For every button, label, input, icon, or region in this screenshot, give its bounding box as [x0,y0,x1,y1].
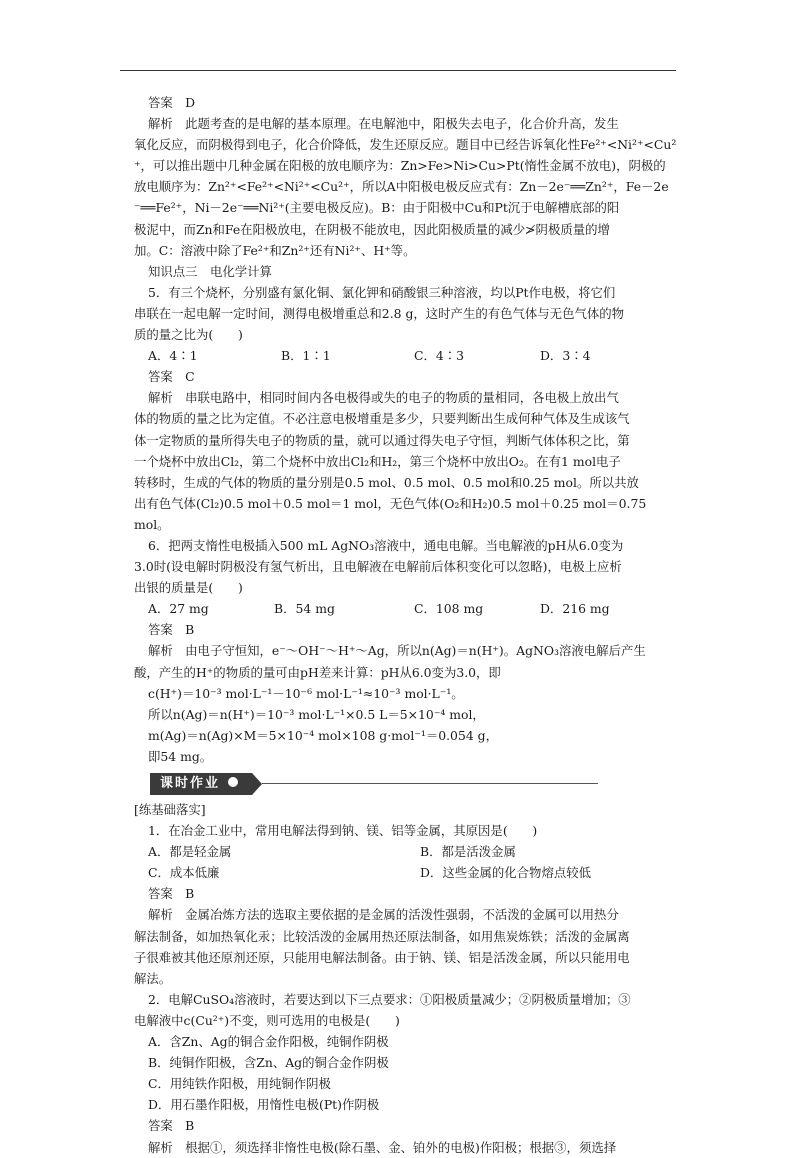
section-banner [134,771,682,797]
text-line: m(Ag)＝n(Ag)×M＝5×10⁻⁴ mol×108 g·mol⁻¹＝0.054 g， [148,727,498,743]
option-item: B．54 mg [274,601,335,617]
q5-options [134,345,682,366]
text-line: B．纯铜作阳极，含Zn、Ag的铜合金作阴极 [148,1055,389,1071]
text-line: 答案 B [148,622,195,638]
text-line: D．用石墨作阳极，用惰性电极(Pt)作阴极 [148,1097,380,1113]
page-content [134,92,682,1158]
text-line: 极泥中，而Zn和Fe在阳极放电，在阴极不能放电，因此阳极质量的减少≯阴极质量的增 [134,221,610,237]
text-line: 子很难被其他还原剂还原，只能用电解法制备。由于钠、镁、铝是活泼金属，所以只能用电 [134,949,630,965]
text-line: 质的量之比为( ) [134,327,243,343]
text-line: c(H⁺)＝10⁻³ mol·L⁻¹－10⁻⁶ mol·L⁻¹≈10⁻³ mol·L⁻¹。 [148,685,464,701]
text-line: 答案 B [148,886,195,902]
text-line: 解法制备，如加热氧化汞；比较活泼的金属用热还原法制备，如用焦炭炼铁；活泼的金属离 [134,928,630,944]
text-line: 体一定物质的量所得失电子的物质的量，就可以通过得失电子守恒，判断气体体积之比，第 [134,432,630,448]
text-line: 所以n(Ag)＝n(H⁺)＝10⁻³ mol·L⁻¹×0.5 L＝5×10⁻⁴ mol， [148,706,485,722]
text-line: 6．把两支惰性电极插入500 mL AgNO₃溶液中，通电电解。当电解液的pH从6.0变为 [148,537,624,553]
text-line: 解析 串联电路中，相同时间内各电极得或失的电子的物质的量相同，各电极上放出气 [148,390,619,406]
q6-options [134,598,682,619]
text-line: 串联在一起电解一定时间，测得电极增重总和2.8 g，这时产生的有色气体与无色气体的物 [134,305,625,321]
option-item: A．都是轻金属 [148,844,232,860]
text-line: 氧化反应，而阴极得到电子，化合价降低，发生还原反应。题目中已经告诉氧化性Fe²⁺<Ni²⁺<Cu² [134,137,677,153]
text-line: ⁻══Fe²⁺，Ni－2e⁻══Ni²⁺(主要电极反应)。B：由于阳极中Cu和Pt沉于电解槽底部的阳 [134,200,620,216]
text-line: 转移时，生成的气体的物质的量分别是0.5 mol、0.5 mol、0.5 mol和0.25 mol。所以共放 [134,474,639,490]
text-line: 2．电解CuSO₄溶液时，若要达到以下三点要求：①阳极质量减少；②阴极质量增加；③ [148,991,631,1007]
text-line: 1．在冶金工业中，常用电解法得到钠、镁、铝等金属，其原因是( ) [148,823,538,839]
text-line: 解法。 [134,970,172,986]
text-line: 解析 金属冶炼方法的选取主要依据的是金属的活泼性强弱，不活泼的金属可以用热分 [148,907,619,923]
text-line: 体的物质的量之比为定值。不必注意电极增重是多少，只要判断出生成何种气体及生成该气 [134,411,630,427]
q4-solution-and-q5 [134,92,682,345]
option-item: A．4∶1 [148,348,198,364]
banner-text: 课时作业 [160,776,221,791]
text-line: ⁺，可以推出题中几种金属在阳极的放电顺序为：Zn>Fe>Ni>Cu>Pt(惰性金属不放电)，阴极的 [134,158,666,174]
text-line: 电解液中c(Cu²⁺)不变，则可选用的电极是( ) [134,1012,400,1028]
option-item: B．1∶1 [281,348,331,364]
banner-rule [262,783,598,784]
text-line: 答案 C [148,369,195,385]
text-line: 解析 由电子守恒知，e⁻～OH⁻～H⁺～Ag，所以n(Ag)＝n(H⁺)。AgNO₃溶液电解后产生 [148,643,646,659]
q1-options-row2 [134,862,682,883]
text-line: [练基础落实] [134,802,206,817]
text-line: 出银的质量是( ) [134,580,243,596]
q5-solution-and-q6 [134,366,682,598]
text-line: 即54 mg。 [148,748,213,764]
option-item: C．108 mg [414,601,484,617]
option-item: C．成本低廉 [148,865,220,881]
text-line: A．含Zn、Ag的铜合金作阳极，纯铜作阴极 [148,1034,389,1050]
text-line: 答案 B [148,1118,195,1134]
header-rule [120,70,676,71]
option-item: D．3∶4 [540,348,591,364]
text-line: 出有色气体(Cl₂)0.5 mol＋0.5 mol＝1 mol，无色气体(O₂和H₂)0.5 mol＋0.25 mol＝0.75 [134,495,647,511]
option-item: D．这些金属的化合物熔点较低 [420,865,592,881]
exercise-q1 [134,799,682,841]
text-line: C．用纯铁作阳极，用纯铜作阴极 [148,1076,331,1092]
q1-solution-and-q2 [134,883,682,1157]
q6-solution [134,619,682,767]
text-line: 答案 D [148,95,196,110]
text-line: 3.0时(设电解时阴极没有氢气析出，且电解液在电解前后体积变化可以忽略)，电极上应析 [134,559,622,575]
option-item: B．都是活泼金属 [420,844,516,860]
text-line: 5．有三个烧杯，分别盛有氯化铜、氯化钾和硝酸银三种溶液，均以Pt作电极，将它们 [148,284,616,300]
option-item: C．4∶3 [414,348,465,364]
text-line: 加。C：溶液中除了Fe²⁺和Zn²⁺还有Ni²⁺、H⁺等。 [134,242,416,258]
text-line: 放电顺序为：Zn²⁺<Fe²⁺<Ni²⁺<Cu²⁺，所以A中阳极电极反应式有：Zn－2e⁻══Zn²⁺，Fe－2e [134,179,669,195]
text-line: 一个烧杯中放出Cl₂，第二个烧杯中放出Cl₂和H₂，第三个烧杯中放出O₂。在有1 mol电子 [134,453,621,469]
option-item: D．216 mg [540,601,610,617]
text-line: 知识点三 电化学计算 [148,263,272,279]
option-item: A．27 mg [148,601,209,617]
banner-dot-icon [228,777,238,787]
text-line: 解析 根据①，须选择非惰性电极(除石墨、金、铂外的电极)作阳极；根据③，须选择 [148,1139,617,1155]
text-line: 解析 此题考查的是电解的基本原理。在电解池中，阳极失去电子，化合价升高，发生 [148,116,619,132]
text-line: 酸，产生的H⁺的物质的量可由pH差来计算：pH从6.0变为3.0，即 [134,664,501,680]
q1-options-row1 [134,841,682,862]
text-line: mol。 [134,516,170,532]
